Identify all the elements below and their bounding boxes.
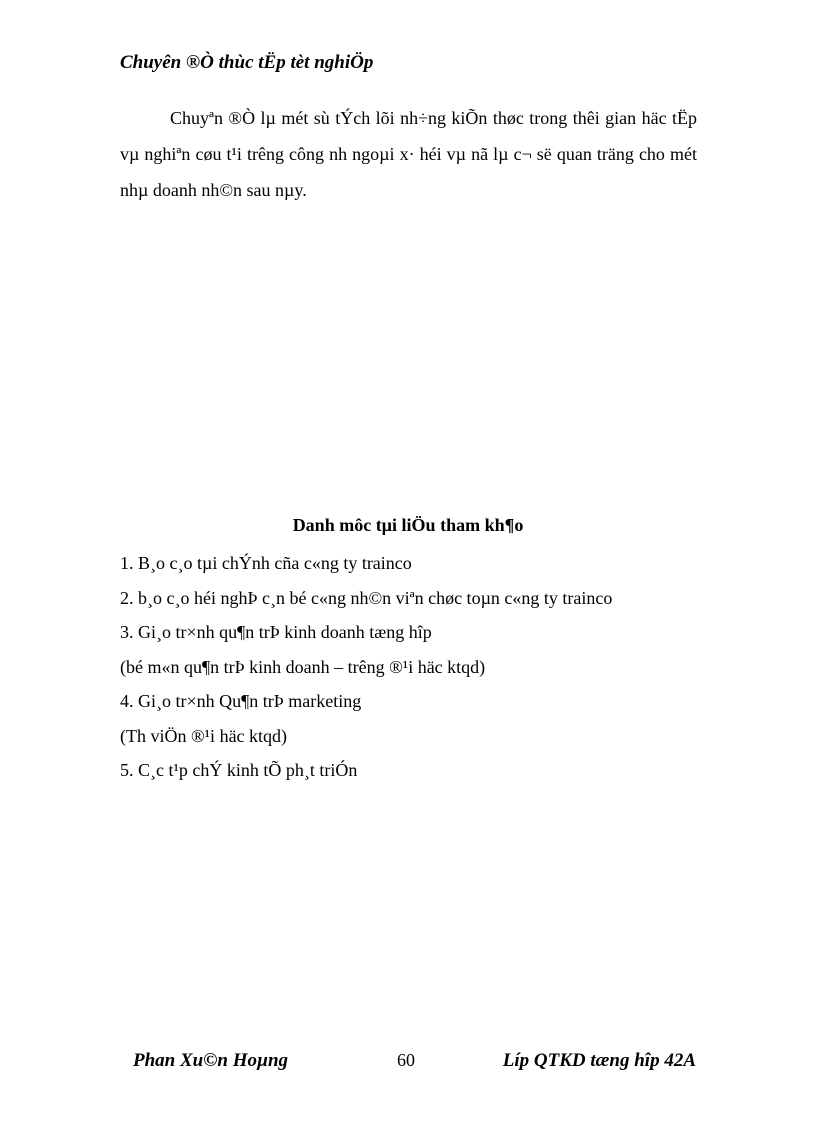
page-footer bbox=[0, 1050, 816, 1074]
reference-item: 3. Gi¸o tr×nh qu¶n trÞ kinh doanh tæng hîp bbox=[120, 622, 432, 642]
reference-item: (Th viÖn ®¹i häc ktqd) bbox=[120, 725, 288, 746]
reference-item: 1. B¸o c¸o tµi chÝnh cña c«ng ty trainco bbox=[120, 553, 412, 573]
footer-page-number: 60 bbox=[397, 1050, 415, 1070]
intro-paragraph: Chuyªn ®Ò lµ mét sù tÝch lõi nh÷ng kiÕn thøc trong thêi gian häc tËp vµ nghiªn cøu t¹i trêng công nh ngoµi x· héi vµ nã lµ c¬ së quan träng cho mét nhµ doanh nh©n sau nµy. bbox=[120, 108, 697, 200]
footer-class-name: Líp QTKD tæng hîp 42A bbox=[502, 1050, 696, 1071]
footer-author: Phan Xu©n Hoµng bbox=[133, 1050, 289, 1071]
reference-item: 4. Gi¸o tr×nh Qu¶n trÞ marketing bbox=[120, 691, 362, 711]
references-title: Danh môc tµi liÖu tham kh¶o bbox=[292, 515, 524, 535]
header-title: Chuyên ®Ò thùc tËp tèt nghiÖp bbox=[120, 52, 374, 73]
reference-item: 5. C¸c t¹p chÝ kinh tÕ ph¸t triÓn bbox=[120, 760, 358, 780]
reference-item: (bé m«n qu¶n trÞ kinh doanh – trêng ®¹i häc ktqd) bbox=[120, 656, 486, 677]
references-list bbox=[120, 546, 720, 788]
reference-item: 2. b¸o c¸o héi nghÞ c¸n bé c«ng nh©n viªn chøc toµn c«ng ty trainco bbox=[120, 587, 613, 608]
